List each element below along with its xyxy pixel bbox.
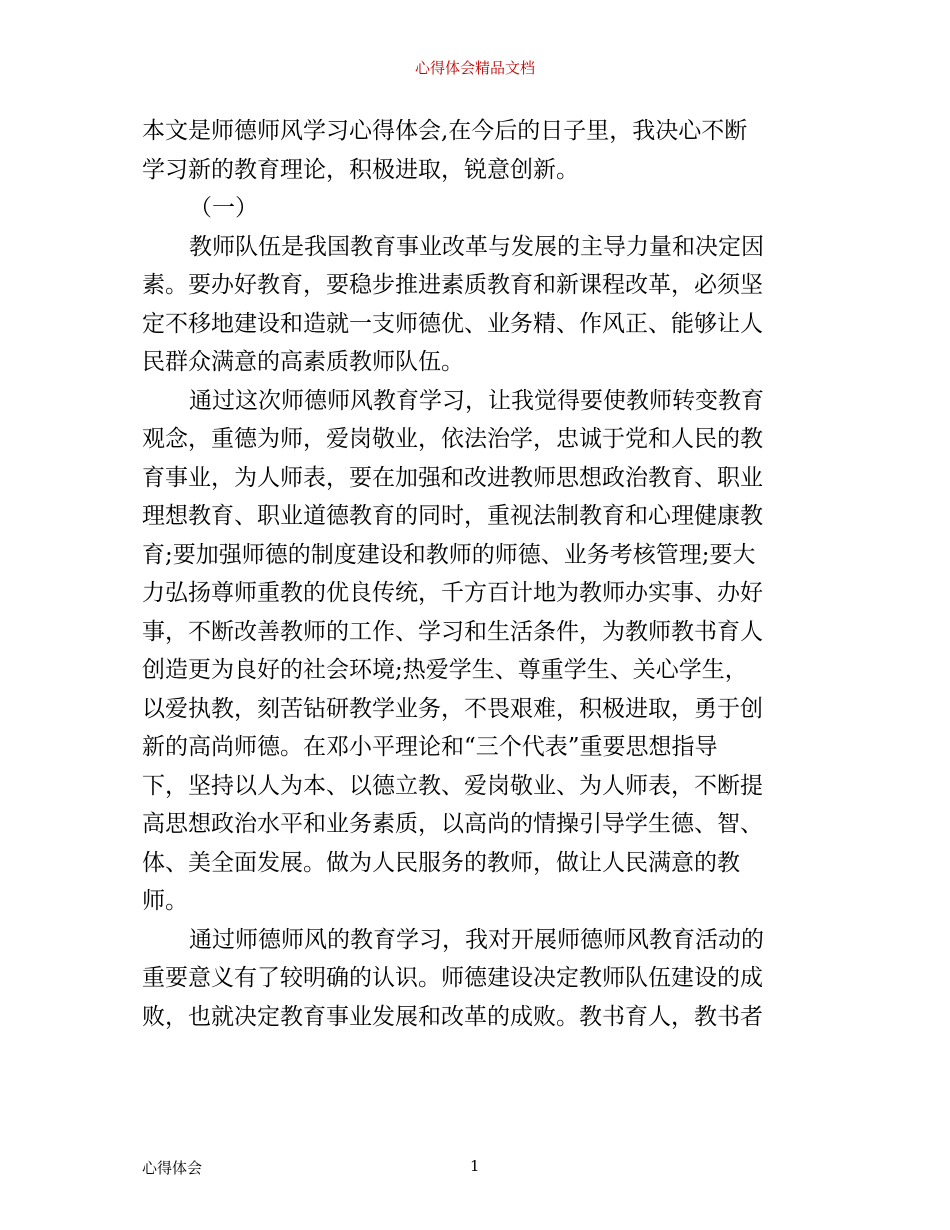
text-line: 育事业，为人师表，要在加强和改进教师思想政治教育、职业: [142, 464, 763, 491]
text-line: 力弘扬尊师重教的优良传统，千方百计地为教师办实事、办好: [142, 580, 763, 606]
text-line: 理想教育、职业道德教育的同时，重视法制教育和心理健康教: [142, 503, 763, 529]
text-line: 定不移地建设和造就一支师德优、业务精、作风正、能够让人: [142, 310, 763, 337]
text-line: 以爱执教，刻苦钻研教学业务，不畏艰难，积极进取，勇于创: [142, 695, 763, 722]
text-line: 败，也就决定教育事业发展和改革的成败。教书育人，教书者: [142, 1003, 763, 1030]
text-line: 下，坚持以人为本、以德立教、爱岗敬业、为人师表，不断提: [142, 772, 763, 799]
text-line: 素。要办好教育，要稳步推进素质教育和新课程改革，必须坚: [142, 272, 763, 298]
text-line: 师。: [142, 888, 188, 914]
text-line: 观念，重德为师，爱岗敬业，依法治学，忠诚于党和人民的教: [142, 426, 763, 452]
footer-label: 心得体会: [142, 1159, 203, 1177]
text-line: 事，不断改善教师的工作、学习和生活条件，为教师教书育人: [142, 618, 763, 645]
text-line: 高思想政治水平和业务素质，以高尚的情操引导学生德、智、: [142, 811, 763, 837]
text-line: 学习新的教育理论，积极进取，锐意创新。: [142, 156, 579, 183]
text-line: 创造更为良好的社会环境;热爱学生、尊重学生、关心学生，: [142, 657, 748, 683]
page-number: 1: [470, 1157, 480, 1175]
text-line: 重要意义有了较明确的认识。师德建设决定教师队伍建设的成: [142, 965, 763, 991]
text-line: 教师队伍是我国教育事业改革与发展的主导力量和决定因: [189, 233, 764, 260]
text-line: 体、美全面发展。做为人民服务的教师，做让人民满意的教: [142, 849, 740, 876]
document-body: [142, 112, 810, 1036]
page-header-title: 心得体会精品文档: [414, 59, 535, 77]
text-line: 通过这次师德师风教育学习，让我觉得要使教师转变教育: [189, 387, 764, 414]
text-line: 本文是师德师风学习心得体会,在今后的日子里，我决心不断: [142, 118, 748, 144]
text-line: 通过师德师风的教育学习，我对开展师德师风教育活动的: [189, 926, 764, 953]
section-heading: （一）: [189, 195, 258, 221]
text-line: 育;要加强师德的制度建设和教师的师德、业务考核管理;要大: [142, 541, 756, 568]
text-line: 新的高尚师德。在邓小平理论和“三个代表”重要思想指导: [142, 734, 718, 760]
text-line: 民群众满意的高素质教师队伍。: [142, 349, 464, 375]
